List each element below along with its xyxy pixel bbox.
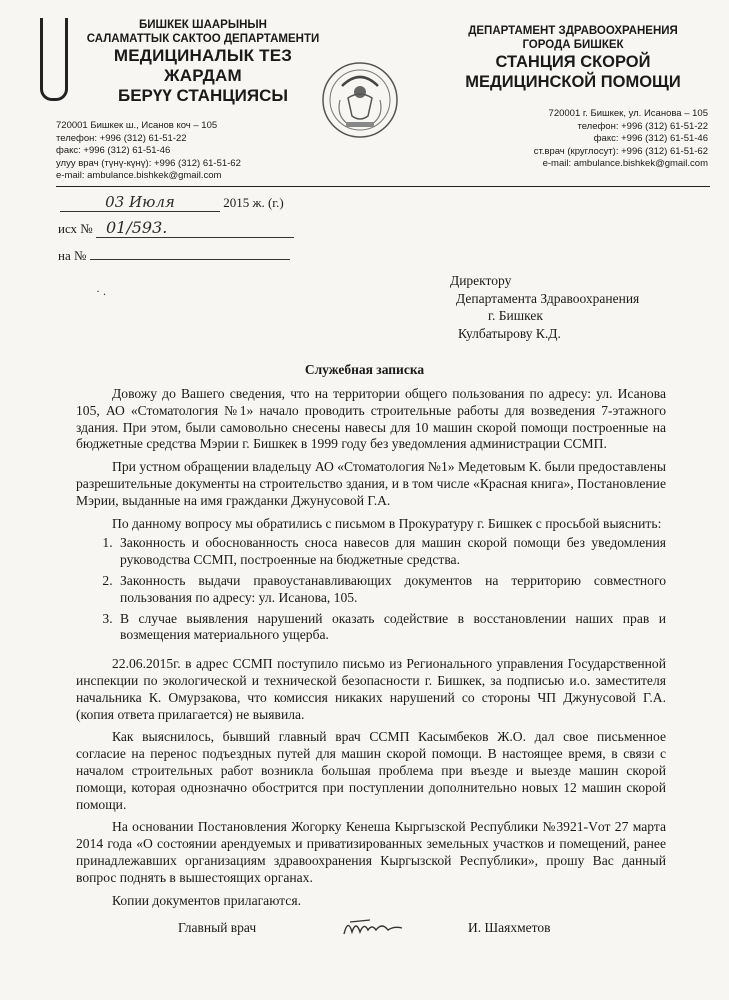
handwritten-date: 03 Июля xyxy=(60,193,220,212)
letterhead-left-line3: МЕДИЦИНАЛЫК ТЕЗ ЖАРДАМ xyxy=(113,46,293,85)
body-paragraph: При устном обращении владельцу АО «Стоматология №1» Медетовым К. были предоставлены разрешительные документы на строительство здания, и в том числе «Красная книга», Постановление Мэрии, выданные на имя гражданки Джунусовой Г.А. xyxy=(76,459,666,508)
document-title: Служебная записка xyxy=(304,362,425,377)
letterhead-right-line1: ДЕПАРТАМЕНТ ЗДРАВООХРАНЕНИЯ xyxy=(468,25,678,37)
addressee-line4: Кулбатырову К.Д. xyxy=(458,325,561,341)
contact-line: улуу врач (түнү-күнү): +996 (312) 61-51-62 xyxy=(56,157,241,169)
letterhead-right-line2: ГОРОДА БИШКЕК xyxy=(522,39,624,51)
signatory-name: И. Шаяхметов xyxy=(468,920,551,935)
outgoing-number-field xyxy=(58,218,294,238)
contact-line: 720001 г. Бишкек, ул. Исанова – 105 xyxy=(548,108,708,119)
incoming-number-blank xyxy=(90,245,290,260)
letterhead-left-line4: БЕРҮҮ СТАНЦИЯСЫ xyxy=(117,86,289,105)
contact-line: телефон: +996 (312) 61-51-22 xyxy=(577,120,708,132)
incoming-number-field xyxy=(58,245,290,264)
addressee-line2: Департамента Здравоохранения xyxy=(456,290,640,306)
contact-line: факс: +996 (312) 61-51-46 xyxy=(56,145,171,156)
date-suffix: 2015 ж. (г.) xyxy=(223,195,284,210)
handwritten-signature xyxy=(340,914,410,942)
letterhead-left-org xyxy=(76,18,330,106)
signatory-position: Главный врач xyxy=(178,920,257,935)
contact-line: телефон: +996 (312) 61-51-22 xyxy=(56,132,187,144)
contact-line: ст.врач (круглосут): +996 (312) 61-51-62 xyxy=(533,145,708,157)
memo-body xyxy=(76,386,666,915)
addressee-line3: г. Бишкек xyxy=(488,308,543,323)
letterhead-right xyxy=(438,24,708,92)
addressee-line1: Директору xyxy=(450,273,512,288)
list-item: 2. Законность выдачи правоустанавливающих документов на территорию совместного пользования по адресу: ул. Исанова, 105. xyxy=(116,573,666,607)
body-paragraph: Копии документов прилагаются. xyxy=(112,892,301,908)
contacts-right xyxy=(440,108,708,171)
station-logo-icon xyxy=(40,18,68,101)
body-paragraph: Довожу до Вашего сведения, что на территории общего пользования по адресу: ул. Исанова 105, АО «Стоматология №1» начало проводить строительные работы для возведения 7-этажного здания. При этом, были самовольно снесены навесы для 10 машин скорой помощи построенные на бюджетные средства Мэрии г. Бишкек в 1999 году без уведомления администрации ССМП. xyxy=(76,386,666,452)
body-paragraph: Как выяснилось, бывший главный врач ССМП Касымбеков Ж.О. дал свое письменное согласие на перенос подъездных путей для машин скорой помощи. В настоящее время, в связи с началом строительных работ возникла большая проблема при въезде и выезде машин скорой помощи, которая однозначно обострится при поступлении дополнительно новых 12 машин скорой помощи. xyxy=(76,729,666,812)
addressee-block xyxy=(450,272,639,342)
date-field xyxy=(60,193,284,212)
stray-marks: · . xyxy=(96,284,106,298)
contact-line: e-mail: ambulance.bishkek@gmail.com xyxy=(56,170,222,181)
contacts-left xyxy=(56,120,346,183)
body-paragraph: На основании Постановления Жогорку Кенеша Кыргызской Республики №3921-Vот 27 марта 2014 года «О состоянии арендуемых и приватизированных земельных участков и помещений, ранее принадлежавших организациям здравоохранения Кыргызской Республики», прошу Вас данный вопрос поднять в вышестоящих органах. xyxy=(76,819,666,885)
outgoing-number-label: исх № xyxy=(58,221,93,236)
list-item: 3. В случае выявления нарушений оказать содействие в восстановлении наших прав и возмещения материального ущерба. xyxy=(116,611,666,645)
letterhead-right-line4: МЕДИЦИНСКОЙ ПОМОЩИ xyxy=(465,73,681,91)
letterhead-left-line1: БИШКЕК ШААРЫНЫН xyxy=(139,19,267,31)
letterhead-divider xyxy=(56,186,710,187)
letterhead-left-line2: САЛАМАТТЫК САКТОО ДЕПАРТАМЕНТИ xyxy=(86,33,320,45)
contact-line: факс: +996 (312) 61-51-46 xyxy=(593,133,708,144)
letterhead-left xyxy=(40,18,330,106)
list-item: 1. Законность и обоснованность сноса навесов для машин скорой помощи без уведомления руководства ССМП, построенные на бюджетные средства. xyxy=(116,535,666,569)
contact-line: e-mail: ambulance.bishkek@gmail.com xyxy=(542,158,708,169)
letterhead-right-line3: СТАНЦИЯ СКОРОЙ xyxy=(495,53,651,71)
body-paragraph: По данному вопросу мы обратились с письмом в Прокуратуру г. Бишкек с просьбой выяснить: xyxy=(112,515,662,531)
outgoing-number-value: 01/593. xyxy=(96,218,294,238)
body-paragraph: 22.06.2015г. в адрес ССМП поступило письмо из Регионального управления Государственной инспекции по экологической и технической безопасности г. Бишкек, за подписью и.о. заместителя начальника К. Омурзакова, что комиссия никаких нарушений со стороны ЧП Джунусовой Г.А. (копия ответа прилагается) не выявила. xyxy=(76,656,666,722)
request-list xyxy=(76,535,666,644)
contact-line: 720001 Бишкек ш., Исанов коч – 105 xyxy=(56,120,218,131)
incoming-number-label: на № xyxy=(58,248,87,263)
